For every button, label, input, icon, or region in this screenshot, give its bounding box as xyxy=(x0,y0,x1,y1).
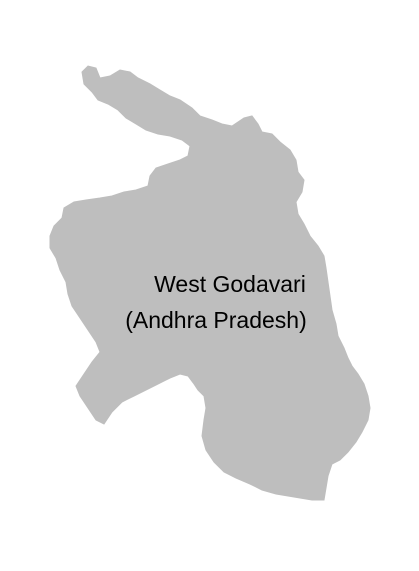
region-label-line1: West Godavari xyxy=(154,271,306,297)
region-label-line2: (Andhra Pradesh) xyxy=(125,307,307,333)
